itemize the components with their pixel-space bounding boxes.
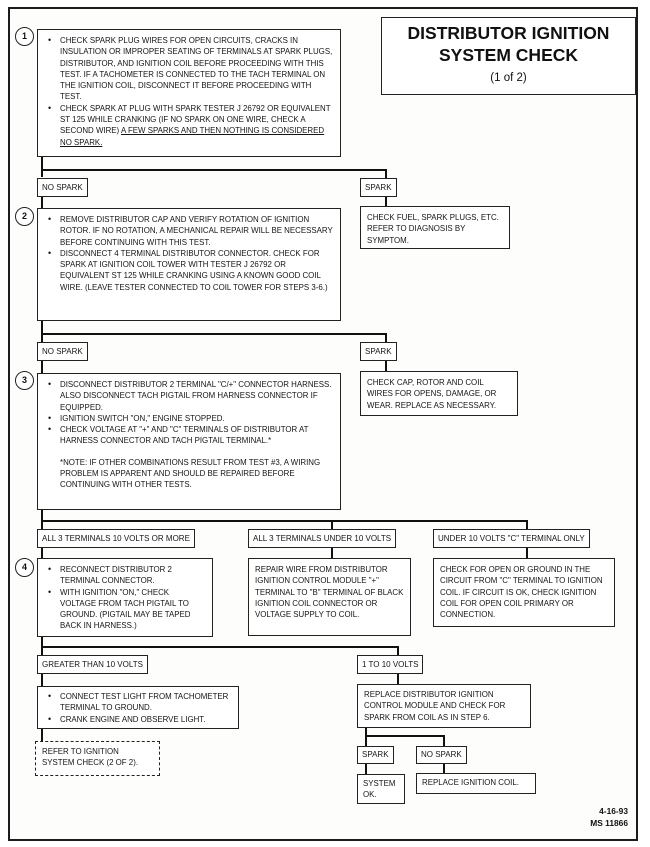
- branch-4-1-to-10v: 1 TO 10 VOLTS: [357, 655, 423, 674]
- branch-3-c-terminal-only: UNDER 10 VOLTS "C" TERMINAL ONLY: [433, 529, 590, 548]
- step-3-note: *NOTE: IF OTHER COMBINATIONS RESULT FROM TEST #3, A WIRING PROBLEM IS APPARENT AND SHOULD BE REPAIRED BEFORE CONTINUING WITH OTHER TESTS.: [60, 457, 321, 490]
- connector-line: [365, 728, 367, 746]
- connector-line: [526, 548, 528, 558]
- step-2-bullet: • DISCONNECT 4 TERMINAL DISTRIBUTOR CONNECTOR. CHECK FOR SPARK AT IGNITION COIL TOWER WITH TESTER J 26792 OR EQUIVALENT ST 125 WHILE CRANKING USING A KNOWN GOOD COIL WIRE. (LEAVE TESTER CONNECTED TO COIL TOWER FOR STEPS 3-6.): [60, 248, 334, 293]
- under-10v-result-box: REPAIR WIRE FROM DISTRIBUTOR IGNITION CONTROL MODULE "+" TERMINAL TO "B" TERMINAL OF BLACK IGNITION COIL CONNECTOR OR VOLTAGE SUPPLY TO COIL.: [248, 558, 411, 636]
- light-test-bullet: • CONNECT TEST LIGHT FROM TACHOMETER TERMINAL TO GROUND.: [60, 691, 232, 714]
- connector-line: [41, 333, 386, 335]
- connector-line: [41, 674, 43, 686]
- spark-2-result-box: CHECK CAP, ROTOR AND COIL WIRES FOR OPENS, DAMAGE, OR WEAR. REPLACE AS NECESSARY.: [360, 371, 518, 416]
- connector-line: [526, 520, 528, 529]
- connector-line: [365, 764, 367, 774]
- connector-line: [385, 333, 387, 342]
- step-2-marker: 2: [15, 207, 34, 226]
- step-3-box: [37, 373, 341, 510]
- step-2-box: [37, 208, 341, 321]
- branch-2-spark: SPARK: [360, 342, 397, 361]
- connector-line: [41, 729, 43, 741]
- connector-line: [41, 548, 43, 558]
- connector-line: [41, 196, 43, 208]
- connector-line: [443, 764, 445, 773]
- step-1-marker: 1: [15, 27, 34, 46]
- spark-1-result-box: CHECK FUEL, SPARK PLUGS, ETC. REFER TO DIAGNOSIS BY SYMPTOM.: [360, 206, 510, 249]
- replace-module-box: REPLACE DISTRIBUTOR IGNITION CONTROL MODULE AND CHECK FOR SPARK FROM COIL AS IN STEP 6.: [357, 684, 531, 728]
- branch-1-spark: SPARK: [360, 178, 397, 197]
- chart-title-box: [381, 17, 636, 95]
- connector-line: [365, 735, 445, 737]
- step-4-box: [37, 558, 213, 637]
- footer-code: MS 11866: [590, 818, 628, 828]
- connector-line: [41, 646, 399, 648]
- branch-1-no-spark: NO SPARK: [37, 178, 88, 197]
- step-4-bullet: • RECONNECT DISTRIBUTOR 2 TERMINAL CONNECTOR.: [60, 564, 206, 587]
- connector-line: [397, 674, 399, 684]
- light-test-bullet: • CRANK ENGINE AND OBSERVE LIGHT.: [60, 714, 232, 725]
- branch-4-greater-than-10v: GREATER THAN 10 VOLTS: [37, 655, 148, 674]
- connector-line: [41, 169, 386, 171]
- step-1-underlined-text: A FEW SPARKS AND THEN NOTHING IS CONSIDERED NO SPARK.: [60, 126, 325, 147]
- step-3-bullet: • DISCONNECT DISTRIBUTOR 2 TERMINAL "C/+" CONNECTOR HARNESS. ALSO DISCONNECT TACH PIGTAIL FROM HARNESS CONNECTOR IF EQUIPPED.: [60, 379, 334, 413]
- title-part: (1 of 2): [490, 72, 527, 84]
- branch-3-10v-or-more: ALL 3 TERMINALS 10 VOLTS OR MORE: [37, 529, 195, 548]
- connector-line: [41, 321, 43, 342]
- step-2-bullet: • REMOVE DISTRIBUTOR CAP AND VERIFY ROTATION OF IGNITION ROTOR. IF NO ROTATION, A MECHANICAL REPAIR WILL BE NECESSARY BEFORE CONTINUING WITH THIS TEST.: [60, 214, 334, 248]
- step-3-bullet: • IGNITION SWITCH "ON," ENGINE STOPPED.: [60, 413, 334, 424]
- branch-3-under-10v: ALL 3 TERMINALS UNDER 10 VOLTS: [248, 529, 396, 548]
- connector-line: [41, 157, 43, 177]
- system-ok-box: SYSTEM OK.: [357, 774, 405, 804]
- connector-line: [443, 735, 445, 746]
- step-1-bullet: • CHECK SPARK AT PLUG WITH SPARK TESTER J 26792 OR EQUIVALENT ST 125 WHILE CRANKING (IF NO SPARK ON ONE WIRE, CHECK A SECOND WIRE) A FEW SPARKS AND THEN NOTHING IS CONSIDERED NO SPARK.: [60, 103, 334, 148]
- step-1-box: [37, 29, 341, 157]
- light-test-box: [37, 686, 239, 729]
- title-line-2: SYSTEM CHECK: [438, 45, 579, 65]
- step-1-bullet: • CHECK SPARK PLUG WIRES FOR OPEN CIRCUITS, CRACKS IN INSULATION OR IMPROPER SEATING OF TERMINALS AT SPARK PLUGS, DISTRIBUTOR, AND IGNITION COIL BEFORE PROCEEDING WITH THIS TEST. IF A TACHOMETER IS CONNECTED TO THE TACH TERMINAL ON THE IGNITION COIL, DISCONNECT IT BEFORE PROCEEDING WITH TEST.: [60, 35, 334, 103]
- refer-to-part-2-box: REFER TO IGNITION SYSTEM CHECK (2 OF 2).: [35, 741, 160, 776]
- c-only-result-box: CHECK FOR OPEN OR GROUND IN THE CIRCUIT FROM "C" TERMINAL TO IGNITION COIL. IF CIRCUIT IS OK, CHECK IGNITION COIL FOR OPEN COIL PRIMARY OR CONNECTION.: [433, 558, 615, 627]
- connector-line: [331, 548, 333, 558]
- step-3-bullet: • CHECK VOLTAGE AT "+" AND "C" TERMINALS OF DISTRIBUTOR AT HARNESS CONNECTOR AND TACH PIGTAIL TERMINAL.*: [60, 424, 334, 447]
- step-3-marker: 3: [15, 371, 34, 390]
- connector-line: [385, 196, 387, 206]
- step-4-marker: 4: [15, 558, 34, 577]
- branch-5-spark: SPARK: [357, 746, 394, 764]
- connector-line: [41, 361, 43, 373]
- branch-5-no-spark: NO SPARK: [416, 746, 467, 764]
- connector-line: [397, 646, 399, 655]
- footer-date: 4-16-93: [599, 806, 628, 816]
- connector-line: [385, 361, 387, 371]
- connector-line: [41, 520, 528, 522]
- replace-coil-box: REPLACE IGNITION COIL.: [416, 773, 536, 794]
- connector-line: [385, 169, 387, 178]
- branch-2-no-spark: NO SPARK: [37, 342, 88, 361]
- connector-line: [331, 520, 333, 529]
- step-4-bullet: • WITH IGNITION "ON," CHECK VOLTAGE FROM TACH PIGTAIL TO GROUND. (PIGTAIL MAY BE TAPED BACK IN HARNESS.): [60, 587, 206, 632]
- title-line-1: DISTRIBUTOR IGNITION: [407, 23, 610, 43]
